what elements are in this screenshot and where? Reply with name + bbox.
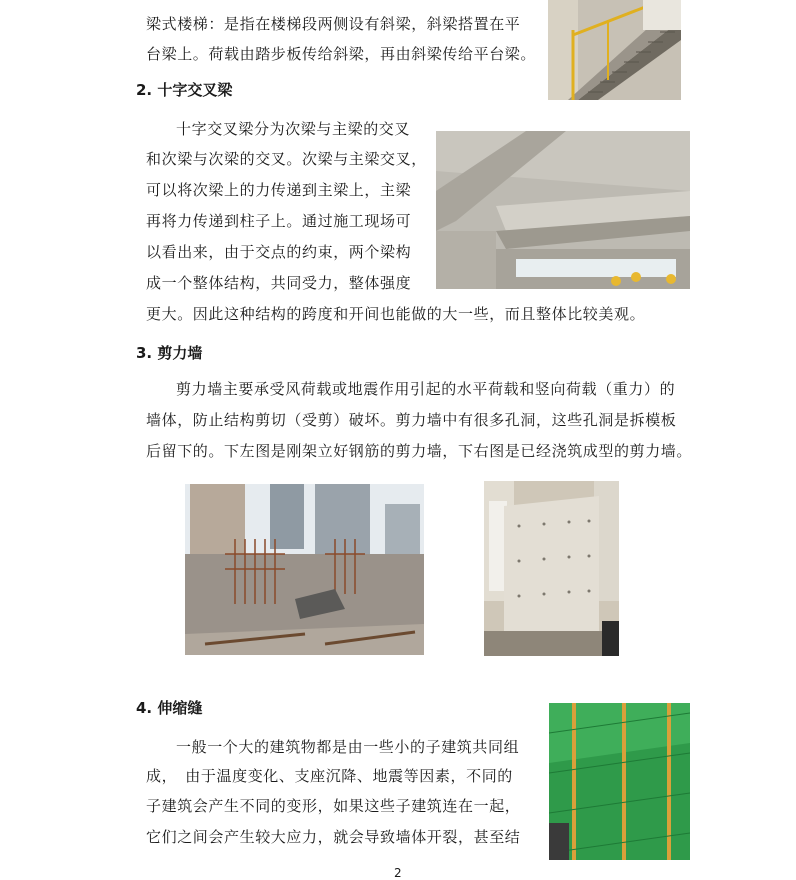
staircase-photo — [548, 0, 681, 100]
cross-beam-text-line-2: 和次梁与次梁的交叉。次梁与主梁交叉， — [146, 150, 427, 168]
cross-beam-text-line-3: 可以将次梁上的力传递到主梁上，主梁 — [146, 181, 412, 199]
shear-wall-text-line-2: 墙体，防止结构剪切（受剪）破坏。剪力墙中有很多孔洞，这些孔洞是拆模板 — [146, 411, 677, 429]
shear-wall-text-line-1: 剪力墙主要承受风荷载或地震作用引起的水平荷载和竖向荷载（重力）的 — [176, 380, 676, 398]
cross-beam-text-line-1: 十字交叉梁分为次梁与主梁的交叉 — [176, 120, 411, 138]
cross-beam-text-line-6: 成一个整体结构，共同受力，整体强度 — [146, 274, 412, 292]
expansion-text-line-3: 子建筑会产生不同的变形，如果这些子建筑连在一起， — [146, 797, 521, 815]
cross-beam-text-line-7: 更大。因此这种结构的跨度和开间也能做的大一些，而且整体比较美观。 — [146, 305, 646, 323]
expansion-text-line-2: 成， 由于温度变化、支座沉降、地震等因素，不同的 — [146, 767, 513, 785]
page-number: 2 — [394, 866, 402, 880]
expansion-text-line-4: 它们之间会产生较大应力，就会导致墙体开裂，甚至结 — [146, 828, 521, 846]
shear-wall-concrete-photo — [484, 481, 619, 656]
shear-wall-text-line-3: 后留下的。下左图是刚架立好钢筋的剪力墙，下右图是已经浇筑成型的剪力墙。 — [146, 442, 693, 460]
section-2-heading: 2. 十字交叉梁 — [136, 81, 233, 99]
expansion-joint-photo — [549, 703, 690, 860]
stair-text-line-2: 台梁上。荷载由踏步板传给斜梁，再由斜梁传给平台梁。 — [146, 45, 537, 63]
shear-wall-rebar-photo — [185, 484, 424, 655]
stair-text-line-1: 梁式楼梯：是指在楼梯段两侧设有斜梁，斜梁搭置在平 — [146, 15, 521, 33]
section-3-heading: 3. 剪力墙 — [136, 344, 203, 362]
cross-beam-text-line-4: 再将力传递到柱子上。通过施工现场可 — [146, 212, 412, 230]
section-4-heading: 4. 伸缩缝 — [136, 699, 203, 717]
expansion-text-line-1: 一般一个大的建筑物都是由一些小的子建筑共同组 — [176, 738, 520, 756]
cross-beam-photo — [436, 131, 690, 289]
cross-beam-text-line-5: 以看出来，由于交点的约束，两个梁构 — [146, 243, 412, 261]
